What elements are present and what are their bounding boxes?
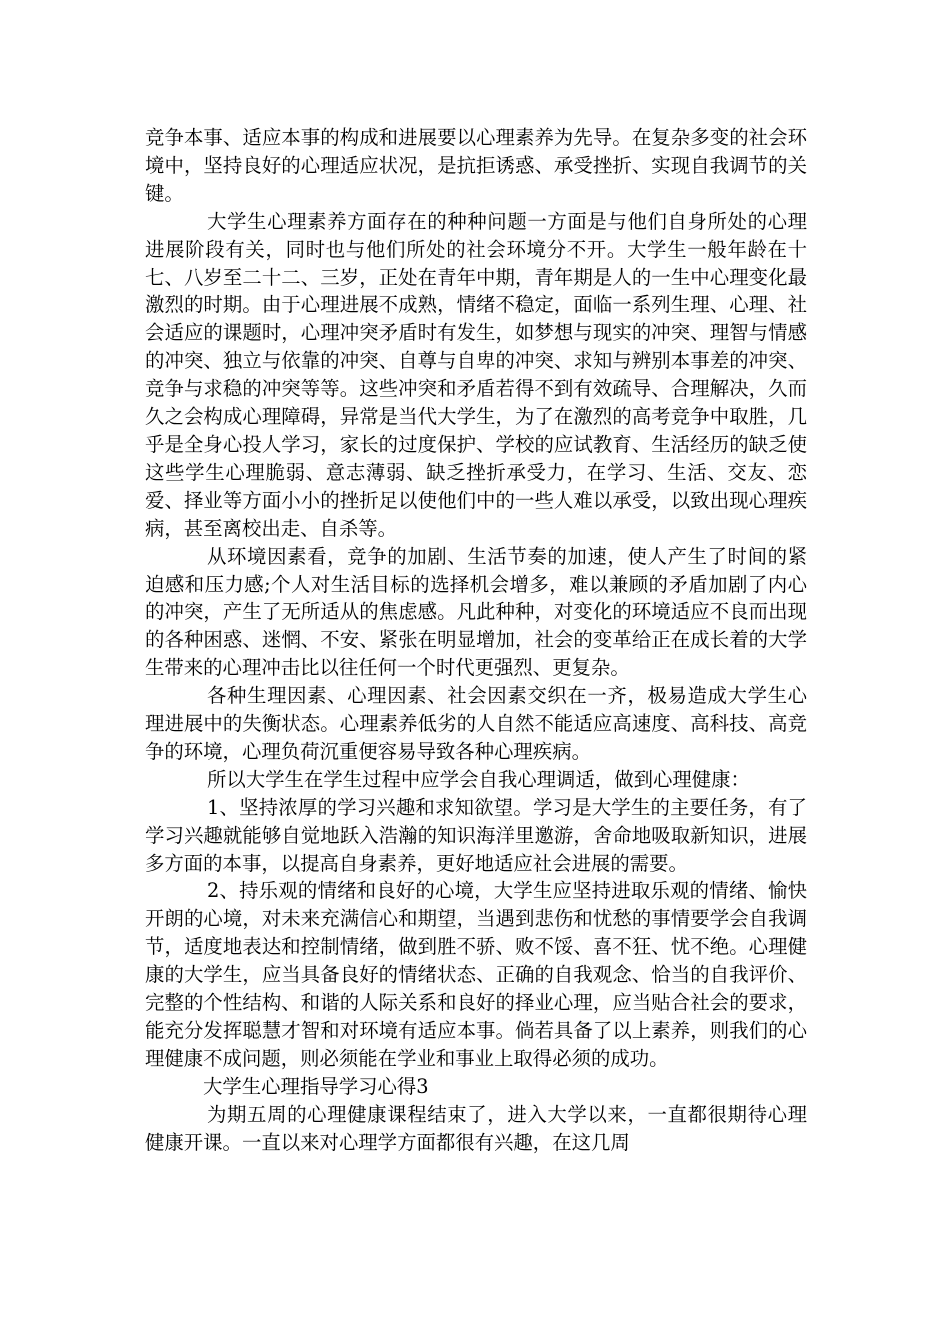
paragraph: 大学生心理素养方面存在的种种问题一方面是与他们自身所处的心理进展阶段有关，同时也与他们所处的社会环境分不开。大学生一般年龄在十七、八岁至二十二、三岁，正处在青年中期，青年期是人的一生中心理变化最激烈的时期。由于心理进展不成熟，情绪不稳定，面临一系列生理、心理、社会适应的课题时，心理冲突矛盾时有发生，如梦想与现实的冲突、理智与情感的冲突、独立与依靠的冲突、自尊与自卑的冲突、求知与辨别本事差的冲突、竞争与求稳的冲突等等。这些冲突和矛盾若得不到有效疏导、合理解决，久而久之会构成心理障碍，异常是当代大学生，为了在激烈的高考竞争中取胜，几乎是全身心投人学习，家长的过度保护、学校的应试教育、生活经历的缺乏使这些学生心理脆弱、意志薄弱、缺乏挫折承受力，在学习、生活、交友、恋爱、择业等方面小小的挫折足以使他们中的一些人难以承受，以致出现心理疾病，甚至离校出走、自杀等。 — [145, 209, 807, 540]
section-heading: 大学生心理指导学习心得3 — [203, 1074, 429, 1098]
document-page — [145, 124, 807, 1157]
list-item-paragraph: 2、持乐观的情绪和良好的心境，大学生应坚持进取乐观的情绪、愉快开朗的心境，对未来充满信心和期望，当遇到悲伤和忧愁的事情要学会自我调节，适度地表达和控制情绪，做到胜不骄、败不馁、喜不狂、忧不绝。心理健康的大学生，应当具备良好的情绪状态、正确的自我观念、恰当的自我评价、完整的个性结构、和谐的人际关系和良好的择业心理，应当贴合社会的要求，能充分发挥聪慧才智和对环境有适应本事。倘若具备了以上素养，则我们的心理健康不成问题，则必须能在学业和事业上取得必须的成功。 — [145, 879, 807, 1070]
paragraph: 各种生理因素、心理因素、社会因素交织在一齐，极易造成大学生心理进展中的失衡状态。心理素养低劣的人自然不能适应高速度、高科技、高竞争的环境，心理负荷沉重便容易导致各种心理疾病。 — [145, 684, 807, 763]
paragraph: 竞争本事、适应本事的构成和进展要以心理素养为先导。在复杂多变的社会环境中，坚持良好的心理适应状况，是抗拒诱惑、承受挫折、实现自我调节的关键。 — [145, 126, 807, 205]
paragraph: 从环境因素看，竞争的加剧、生活节奏的加速，使人产生了时间的紧迫感和压力感;个人对生活目标的选择机会增多，难以兼顾的矛盾加剧了内心的冲突，产生了无所适从的焦虑感。凡此种种，对变化的环境适应不良而出现的各种困惑、迷惘、不安、紧张在明显增加，社会的变革给正在成长着的大学生带来的心理冲击比以往任何一个时代更强烈、更复杂。 — [145, 544, 807, 680]
list-item-paragraph: 1、坚持浓厚的学习兴趣和求知欲望。学习是大学生的主要任务，有了学习兴趣就能够自觉地跃入浩瀚的知识海洋里邀游，舍命地吸取新知识，进展多方面的本事，以提高自身素养，更好地适应社会进展的需要。 — [145, 795, 807, 875]
paragraph: 为期五周的心理健康课程结束了，进入大学以来，一直都很期待心理健康开课。一直以来对心理学方面都很有兴趣，在这几周 — [145, 1102, 807, 1154]
paragraph: 所以大学生在学生过程中应学会自我心理调适，做到心理健康： — [207, 767, 750, 791]
